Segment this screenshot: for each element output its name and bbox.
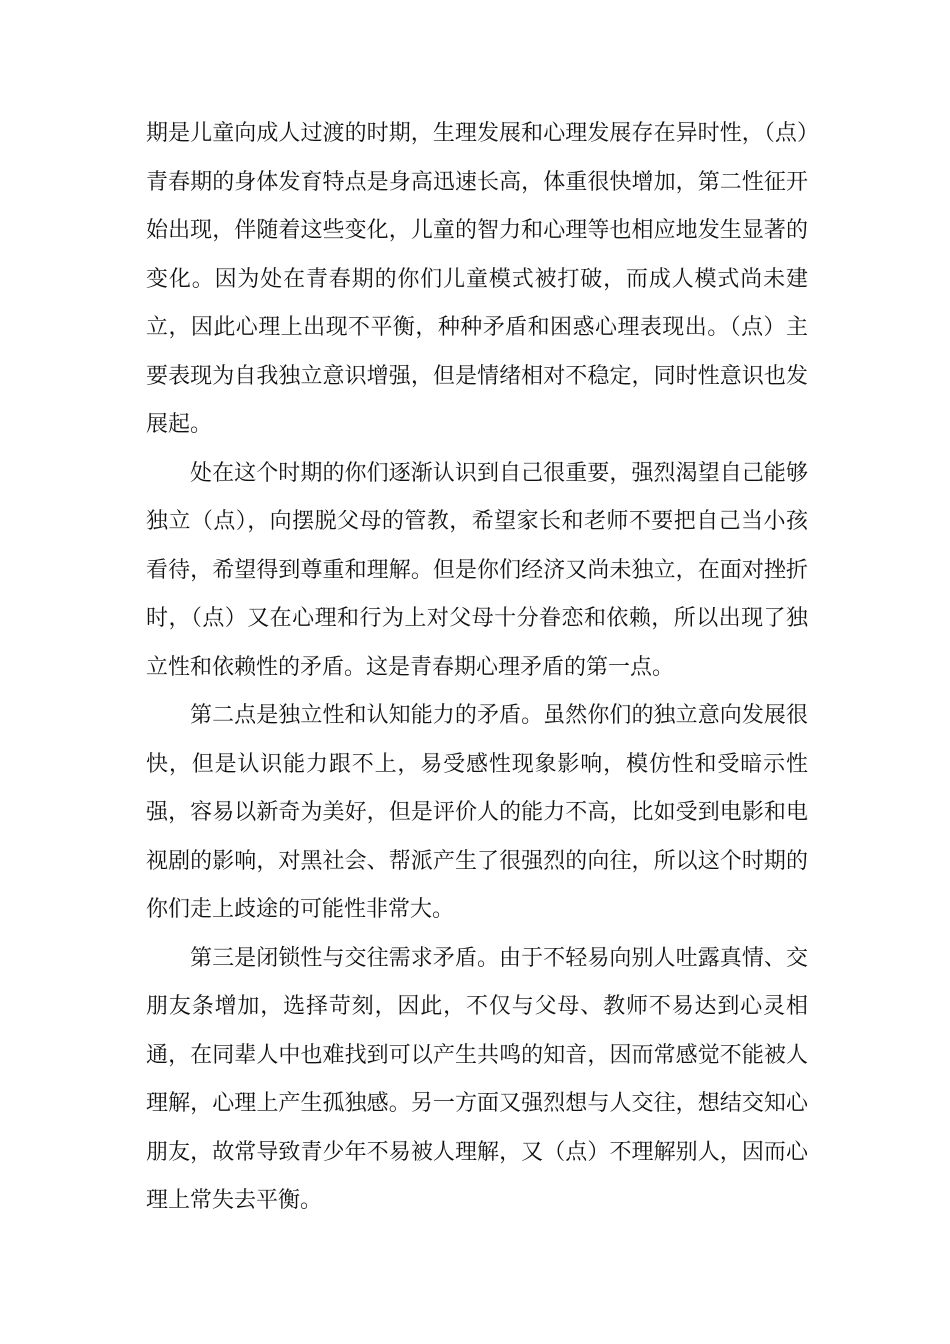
paragraph-independence-dependence: 处在这个时期的你们逐渐认识到自己很重要，强烈渴望自己能够独立（点），向摆脱父母的管教，希望家长和老师不要把自己当小孩看待，希望得到尊重和理解。但是你们经济又尚未独立，在面对挫折时，（点）又在心理和行为上对父母十分眷恋和依赖，所以出现了独立性和依赖性的矛盾。这是青春期心理矛盾的第一点。 bbox=[146, 460, 808, 680]
paragraph-independence-cognition: 第二点是独立性和认知能力的矛盾。虽然你们的独立意向发展很快，但是认识能力跟不上，易受感性现象影响，模仿性和受暗示性强，容易以新奇为美好，但是评价人的能力不高，比如受到电影和电视剧的影响，对黑社会、帮派产生了很强烈的向往，所以这个时期的你们走上歧途的可能性非常大。 bbox=[146, 703, 808, 922]
paragraph-closedness-communication: 第三是闭锁性与交往需求矛盾。由于不轻易向别人吐露真情、交朋友条增加，选择苛刻，因此，不仅与父母、教师不易达到心灵相通，在同辈人中也难找到可以产生共鸣的知音，因而常感觉不能被人理解，心理上产生孤独感。另一方面又强烈想与人交往，想结交知心朋友，故常导致青少年不易被人理解，又（点）不理解别人，因而心理上常失去平衡。 bbox=[146, 945, 808, 1213]
document-body bbox=[146, 110, 808, 1226]
paragraph-continuation: 期是儿童向成人过渡的时期，生理发展和心理发展存在异时性，（点）青春期的身体发育特点是身高迅速长高，体重很快增加，第二性征开始出现，伴随着这些变化，儿童的智力和心理等也相应地发生显著的变化。因为处在青春期的你们儿童模式被打破，而成人模式尚未建立，因此心理上出现不平衡，种种矛盾和困惑心理表现出。（点）主要表现为自我独立意识增强，但是情绪相对不稳定，同时性意识也发展起。 bbox=[146, 121, 808, 437]
